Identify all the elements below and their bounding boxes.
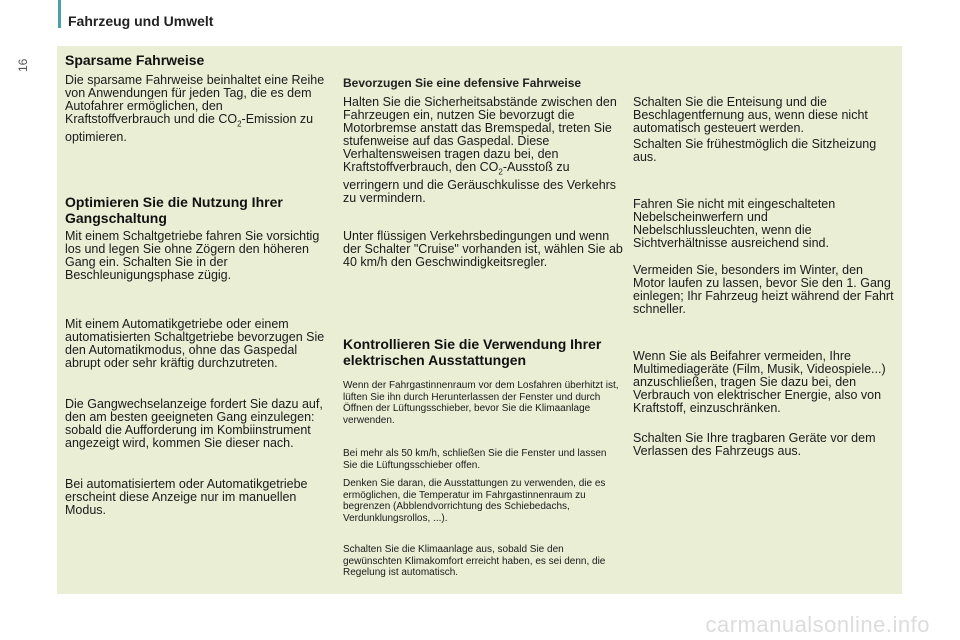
page-number: 16 — [16, 58, 30, 72]
paragraph-gangwechselanzeige: Die Gangwechselanzeige fordert Sie dazu auf, den am besten geeigneten Gang einzulegen: sobald die Aufforderung im Kombiinstrument angezeigt wird, kommen Sie dieser nach. — [65, 397, 323, 450]
heading-defensive-fahrweise: Bevorzugen Sie eine defensive Fahrweise — [343, 76, 582, 90]
paragraph-tragbare-geraete: Schalten Sie Ihre tragbaren Geräte vor dem Verlassen des Fahrzeugs aus. — [633, 431, 876, 458]
paragraph-automatikgetriebe: Mit einem Automatikgetriebe oder einem automatisierten Schaltgetriebe bevorzugen Sie den Automatikmodus, ohne das Gaspedal abrupt oder sehr kräftig durchzutreten. — [65, 317, 325, 370]
paragraph-motor-winter: Vermeiden Sie, besonders im Winter, den Motor laufen zu lassen, bevor Sie den 1. Gang einlegen; Ihr Fahrzeug heizt während der Fahrt schneller. — [633, 263, 894, 316]
co2-subscript: 2 — [237, 119, 242, 129]
heading-gangschaltung: Optimieren Sie die Nutzung Ihrer Gangschaltung — [65, 194, 283, 226]
paragraph-lueften: Wenn der Fahrgastinnenraum vor dem Losfahren überhitzt ist, lüften Sie ihn durch Herunterlassen der Fenster und durch Öffnen der Lüftungsschieber, bevor Sie die Klimaanlage verwenden. — [343, 380, 619, 426]
paragraph-manueller-modus: Bei automatisiertem oder Automatikgetriebe erscheint diese Anzeige nur im manuellen Modus. — [65, 477, 308, 517]
paragraph-sitzheizung: Schalten Sie frühestmöglich die Sitzheizung aus. — [633, 137, 877, 164]
section-title: Fahrzeug und Umwelt — [68, 13, 214, 29]
paragraph-multimediageraete: Wenn Sie als Beifahrer vermeiden, Ihre Multimediageräte (Film, Musik, Videospiele...) anzuschließen, tragen Sie dazu bei, den Verbrauch von elektrischer Energie, also von Kraftstoff, einzuschränken. — [633, 349, 886, 415]
header-accent-bar — [58, 0, 61, 28]
watermark-text: carmanualsonline.info — [705, 612, 930, 637]
paragraph-enteisung: Schalten Sie die Enteisung und die Beschlagentfernung aus, wenn diese nicht automatisch gesteuert werden. — [633, 95, 868, 135]
paragraph-cruise: Unter flüssigen Verkehrsbedingungen und wenn der Schalter "Cruise" vorhanden ist, wählen Sie ab 40 km/h den Geschwindigkeitsregler. — [343, 229, 623, 269]
paragraph-fenster-schliessen: Bei mehr als 50 km/h, schließen Sie die Fenster und lassen Sie die Lüftungsschieber offen. — [343, 448, 607, 471]
paragraph-nebelscheinwerfer: Fahren Sie nicht mit eingeschalteten Nebelscheinwerfern und Nebelschlussleuchten, wenn die Sichtverhältnisse ausreichend sind. — [633, 197, 836, 250]
paragraph-sicherheitsabstaende: Halten Sie die Sicherheitsabstände zwischen den Fahrzeugen ein, nutzen Sie bevorzugt die Motorbremse anstatt das Bremspedal, treten Sie stufenweise auf das Gaspedal. Diese Verhaltensweisen tragen dazu bei, den Kraftstoffverbrauch, den $CO_2$-Ausstoß zu verringern und die Geräuschkulisse des Verkehrs zu vermindern. — [343, 95, 617, 205]
paragraph-temperatur-begrenzen: Denken Sie daran, die Ausstattungen zu verwenden, die es ermöglichen, die Temperatur im Fahrgastinnenraum zu begrenzen (Abblendvorrichtung des Schiebedachs, Verdunklungsrollos, ...). — [343, 478, 606, 524]
intro-paragraph: Die sparsame Fahrweise beinhaltet eine Reihe von Anwendungen für jeden Tag, die es dem Autofahrer ermöglichen, den Kraftstoffverbrauch und die $CO_2$-Emission zu optimieren. — [65, 73, 325, 144]
heading-sparsame-fahrweise: Sparsame Fahrweise — [65, 52, 205, 68]
heading-elektrische-ausstattungen: Kontrollieren Sie die Verwendung Ihrer elektrischen Ausstattungen — [343, 336, 602, 368]
co2-subscript: 2 — [498, 167, 503, 177]
paragraph-schaltgetriebe: Mit einem Schaltgetriebe fahren Sie vorsichtig los und legen Sie ohne Zögern den höheren Gang ein. Schalten Sie in der Beschleunigungsphase zügig. — [65, 229, 320, 282]
content-panel — [57, 46, 902, 594]
paragraph-klimaanlage-aus: Schalten Sie die Klimaanlage aus, sobald Sie den gewünschten Klimakomfort erreicht haben, es sei denn, die Regelung ist automatisch. — [343, 544, 606, 578]
